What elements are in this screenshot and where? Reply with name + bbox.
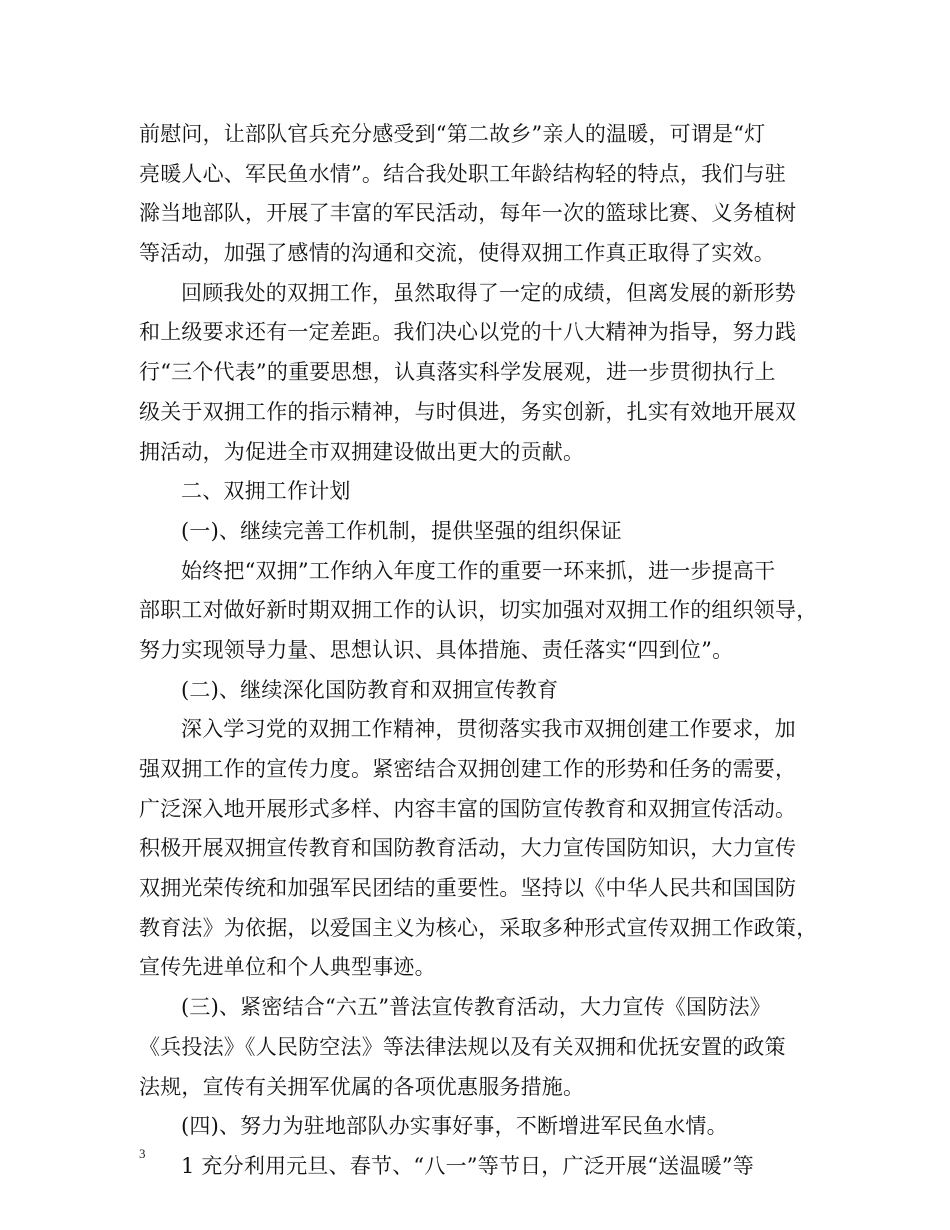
text-line: 深入学习党的双拥工作精神，贯彻落实我市双拥创建工作要求，加 [181,717,796,742]
text-line: 部职工对做好新时期双拥工作的认识，切实加强对双拥工作的组织领导， [139,598,818,623]
text-line: 行“三个代表”的重要思想，认真落实科学发展观，进一步贯彻执行上 [139,360,776,385]
text-line: 努力实现领导力量、思想认识、具体措施、责任落实“四到位”。 [139,637,734,662]
page-number: 3 [139,1146,146,1161]
text-line: 拥活动，为促进全市双拥建设做出更大的贡献。 [139,439,585,464]
text-line: 级关于双拥工作的指示精神，与时俱进，务实创新，扎实有效地开展双 [139,399,797,424]
text-line: 前慰问，让部队官兵充分感受到“第二故乡”亲人的温暖，可谓是“灯 [139,122,766,146]
text-line: 积极开展双拥宣传教育和国防教育活动，大力宣传国防知识，大力宣传 [139,836,797,861]
text-line: (一)、继续完善工作机制，提供坚强的组织保证 [181,518,622,543]
text-line: (二)、继续深化国防教育和双拥宣传教育 [181,677,559,702]
text-line: 双拥光荣传统和加强军民团结的重要性。坚持以《中华人民共和国国防 [139,876,797,901]
text-line: 亮暖人心、军民鱼水情”。结合我处职工年龄结构轻的特点，我们与驻 [139,161,786,186]
text-line: (三)、紧密结合“六五”普法宣传教育活动，大力宣传《国防法》 [181,995,771,1020]
text-line: (四)、努力为驻地部队办实事好事，不断增进军民鱼水情。 [181,1114,728,1139]
text-line: 等活动，加强了感情的沟通和交流，使得双拥工作真正取得了实效。 [139,241,775,266]
text-line: 滁当地部队，开展了丰富的军民活动，每年一次的篮球比赛、义务植树 [139,201,797,226]
text-line: 始终把“双拥”工作纳入年度工作的重要一环来抓，进一步提高干 [181,558,776,583]
text-line: 二、双拥工作计划 [181,479,351,504]
document-body [139,115,829,1187]
text-line: 和上级要求还有一定差距。我们决心以党的十八大精神为指导，努力践 [139,320,797,345]
text-line: 1 充分利用元旦、春节、“八一”等节日，广泛开展“送温暖”等 [181,1153,754,1178]
text-line: 教育法》为依据，以爱国主义为核心，采取多种形式宣传双拥工作政策， [139,915,818,940]
text-line: 广泛深入地开展形式多样、内容丰富的国防宣传教育和双拥宣传活动。 [139,796,797,821]
text-line: 法规，宣传有关拥军优属的各项优惠服务措施。 [139,1074,585,1099]
text-line: 回顾我处的双拥工作，虽然取得了一定的成绩，但离发展的新形势 [181,280,796,305]
text-line: 《兵投法》《人民防空法》等法律法规以及有关双拥和优抚安置的政策 [139,1034,786,1059]
text-line: 宣传先进单位和个人典型事迹。 [139,955,436,980]
text-line: 强双拥工作的宣传力度。紧密结合双拥创建工作的形势和任务的需要， [139,757,797,781]
